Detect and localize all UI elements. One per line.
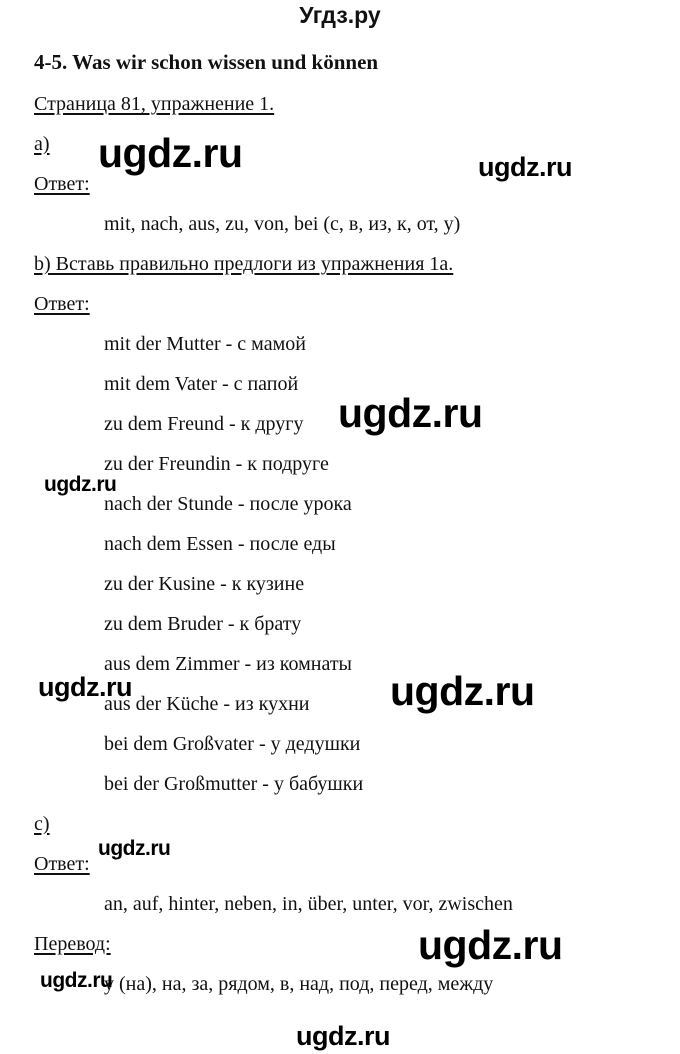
answer-line: bei der Großmutter - у бабушки	[104, 773, 364, 795]
watermark: ugdz.ru	[98, 130, 243, 176]
answer-line: zu dem Bruder - к брату	[104, 613, 302, 635]
part-c-translation: у (на), на, за, рядом, в, над, под, перед, между	[104, 973, 494, 995]
answer-line: zu der Kusine - к кузине	[104, 573, 305, 595]
answer-line: mit der Mutter - с мамой	[104, 333, 306, 355]
answer-line: aus dem Zimmer - из комнаты	[104, 653, 352, 675]
watermark: ugdz.ru	[296, 1021, 390, 1051]
answer-line: zu der Freundin - к подруге	[104, 453, 329, 475]
watermark: ugdz.ru	[38, 672, 132, 702]
part-c-answer: an, auf, hinter, neben, in, über, unter, vor, zwischen	[104, 893, 513, 915]
part-c-label: c)	[34, 813, 50, 835]
part-a-answer: mit, nach, aus, zu, von, bei (с, в, из, к, от, у)	[104, 213, 461, 235]
exercise-reference: Страница 81, упражнение 1.	[34, 93, 275, 115]
part-c-translation-label: Перевод:	[34, 933, 111, 955]
part-b-label: b) Вставь правильно предлоги из упражнения 1a.	[34, 253, 454, 275]
answer-line: mit dem Vater - с папой	[104, 373, 299, 395]
answer-line: nach dem Essen - после еды	[104, 533, 336, 555]
part-c-answer-label: Ответ:	[34, 853, 90, 875]
watermark: ugdz.ru	[390, 668, 535, 714]
answer-line: aus der Küche - из кухни	[104, 693, 310, 715]
part-b-answer-label: Ответ:	[34, 293, 90, 315]
part-a-answer-label: Ответ:	[34, 173, 90, 195]
site-title: Угдз.ру	[299, 2, 381, 28]
part-a-label: a)	[34, 133, 50, 155]
watermark: ugdz.ru	[478, 152, 572, 182]
watermark: ugdz.ru	[44, 473, 117, 496]
watermark: ugdz.ru	[98, 837, 171, 860]
answer-line: zu dem Freund - к другу	[104, 413, 304, 435]
watermark: ugdz.ru	[338, 390, 483, 436]
answer-line: bei dem Großvater - у дедушки	[104, 733, 361, 755]
section-heading: 4-5. Was wir schon wissen und können	[34, 50, 379, 74]
watermark: ugdz.ru	[40, 969, 113, 992]
answer-line: nach der Stunde - после урока	[104, 493, 352, 515]
watermark: ugdz.ru	[418, 922, 563, 968]
